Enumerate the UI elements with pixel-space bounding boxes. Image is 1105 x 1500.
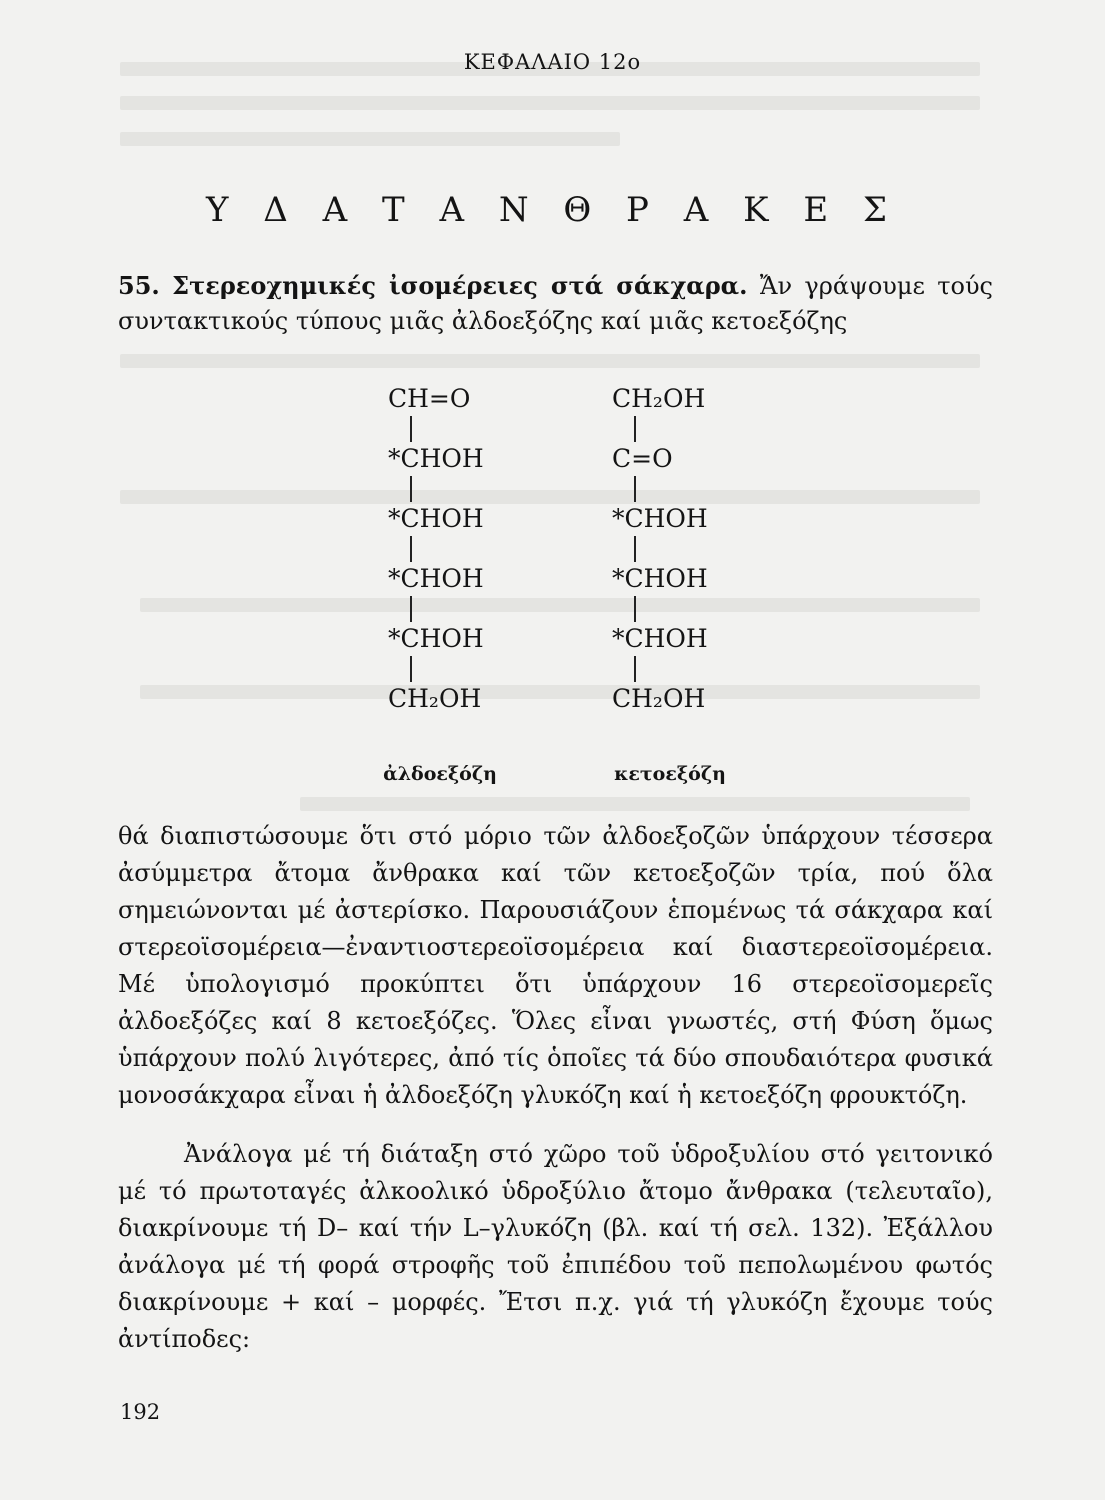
formula-group: CH₂OH [612,384,706,413]
formula-group: C=O [612,444,673,473]
bond-line [410,596,412,622]
ketohexose-label: κετοεξόζη [614,763,726,785]
bond-line [410,416,412,442]
bond-line [634,476,636,502]
formula-group: CH₂OH [388,684,482,713]
bond-line [410,476,412,502]
section-intro-text: Ἄν γράψουμε τούς συντακτικούς τύπους μιᾶς ἀλδοεξόζης καί μιᾶς κετοεξόζης [118,272,994,335]
bleed-through-text [140,598,980,612]
formula-group: *CHOH [612,564,708,593]
bond-line [410,536,412,562]
chapter-header: ΚΕΦΑΛΑΙΟ 12ο [463,50,642,74]
formula-group: *CHOH [612,504,708,533]
section-title: Υ Δ Α Τ Α Ν Θ Ρ Α Κ Ε Σ [206,190,899,230]
formula-group: *CHOH [388,504,484,533]
bond-line [634,416,636,442]
section-heading: Στερεοχημικές ἰσομέρειες στά σάκχαρα. [172,271,748,300]
formula-group: CH=O [388,384,471,413]
formula-group: *CHOH [388,564,484,593]
formula-group: *CHOH [388,444,484,473]
bleed-through-text [120,132,620,146]
bleed-through-text [300,797,970,811]
body-paragraph-2: Ἀνάλογα μέ τή διάταξη στό χῶρο τοῦ ὑδροξυλίου στό γειτονικό μέ τό πρωτοταγές ἀλκοολικό ὑδροξύλιο ἄτομο ἄνθρακα (τελευταῖο), διακρίνουμε τή D– καί τήν L–γλυκόζη (βλ. καί τή σελ. 132). Ἐξάλλου ἀνάλογα μέ τή φορά στροφῆς τοῦ ἐπιπέδου τοῦ πεπολωμένου φωτός διακρίνουμε + καί – μορφές. Ἔτσι π.χ. γιά τή γλυκόζη ἔχουμε τούς ἀντίποδες: [118,1140,993,1353]
aldohexose-formula [388,384,484,744]
aldohexose-label: ἀλδοεξόζη [383,763,497,785]
bond-line [634,596,636,622]
bond-line [634,536,636,562]
bond-line [634,656,636,682]
section-intro [118,268,993,339]
bleed-through-text [140,685,980,699]
body-paragraph-1: θά διαπιστώσουμε ὅτι στό μόριο τῶν ἀλδοεξοζῶν ὑπάρχουν τέσσερα ἀσύμμετρα ἄτομα ἄνθρακα καί τῶν κετοεξοζῶν τρία, πού ὅλα σημειώνονται μέ ἀστερίσκο. Παρουσιάζουν ἑπομένως τά σάκχαρα καί στερεοϊσομέρεια—ἐναντιοστερεοϊσομέρεια καί διαστερεοϊσομέρεια. Μέ ὑπολογισμό προκύπτει ὅτι ὑπάρχουν 16 στερεοϊσομερεῖς ἀλδοεξόζες καί 8 κετοεξόζες. Ὅλες εἶναι γνωστές, στή Φύση ὅμως ὑπάρχουν πολύ λιγότερες, ἀπό τίς ὁποῖες τά δύο σπουδαιότερα φυσικά μονοσάκχαρα εἶναι ἡ ἀλδοεξόζη γλυκόζη καί ἡ κετοεξόζη φρουκτόζη. [118,822,993,1109]
page-number: 192 [120,1400,161,1424]
formula-group: *CHOH [388,624,484,653]
section-number: 55. [118,271,160,300]
bond-line [410,656,412,682]
bleed-through-text [120,490,980,504]
bleed-through-text [120,96,980,110]
bleed-through-text [120,354,980,368]
formula-group: CH₂OH [612,684,706,713]
ketohexose-formula [612,384,708,744]
formula-group: *CHOH [612,624,708,653]
